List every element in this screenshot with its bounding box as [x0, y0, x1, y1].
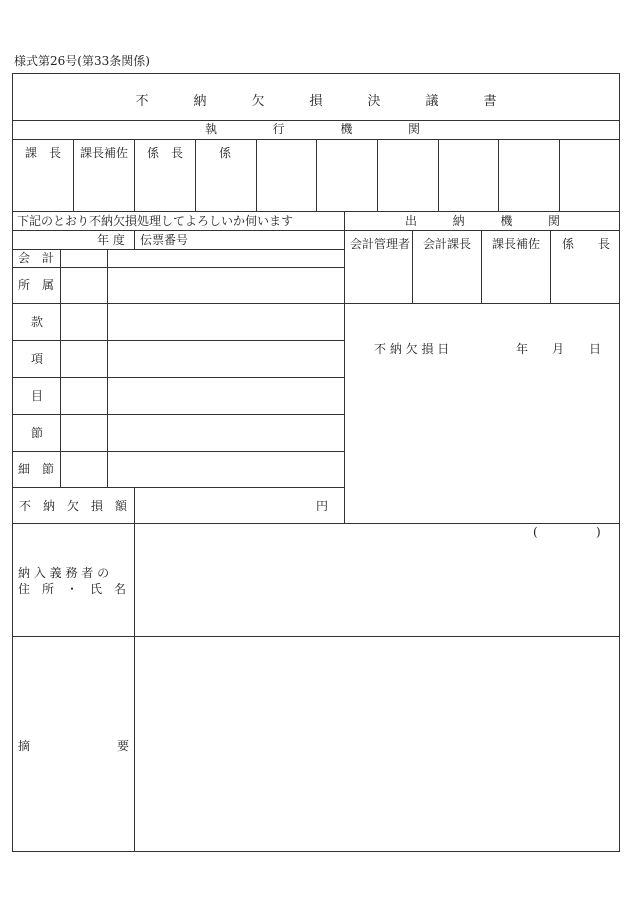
approver-deputy-chief: 課長補佐 — [80, 146, 129, 160]
approver-unit-chief: 係 長 — [147, 146, 184, 160]
rule — [12, 340, 344, 341]
rule — [438, 139, 439, 211]
heading-char: 機 — [500, 214, 513, 228]
setsu-label: 節 — [31, 426, 44, 440]
rule — [256, 139, 257, 211]
rule — [134, 230, 135, 249]
rule — [107, 249, 108, 487]
heading-char: 機 — [340, 122, 353, 136]
summary-label-left: 摘 — [18, 739, 31, 753]
rule — [12, 523, 620, 524]
paren-open: ( — [533, 525, 538, 539]
account-label: 会 計 — [18, 251, 55, 265]
voucher-number-label: 伝票番号 — [140, 233, 189, 247]
rule — [73, 139, 74, 211]
form-number: 様式第26号(第33条関係) — [14, 54, 150, 68]
approver-accounting-manager: 会計管理者 — [350, 237, 411, 251]
paren-close: ) — [596, 525, 601, 539]
approver-accounting-chief: 会計課長 — [423, 237, 472, 251]
rule — [12, 487, 344, 488]
kou-label: 項 — [31, 352, 44, 366]
department-label: 所 属 — [18, 278, 55, 292]
rule — [559, 139, 560, 211]
rule — [12, 211, 620, 212]
date-month-unit: 月 — [552, 342, 565, 356]
rule — [134, 487, 135, 852]
rule — [344, 211, 345, 523]
date-day-unit: 日 — [589, 342, 602, 356]
heading-char: 行 — [272, 122, 285, 136]
rule — [12, 377, 344, 378]
rule — [12, 267, 344, 268]
rule — [12, 303, 620, 304]
approver-staff: 係 — [219, 146, 232, 160]
obligor-label-line2: 住 所 ・ 氏 名 — [18, 582, 127, 596]
summary-label-right: 要 — [117, 739, 130, 753]
rule — [12, 414, 344, 415]
date-year-unit: 年 — [516, 342, 529, 356]
writeoff-amount-label: 不 納 欠 損 額 — [19, 499, 128, 513]
heading-char: 関 — [547, 214, 560, 228]
heading-char: 執 — [205, 122, 218, 136]
moku-label: 目 — [31, 389, 44, 403]
rule — [412, 230, 413, 303]
rule — [12, 230, 344, 231]
rule — [12, 120, 620, 121]
rule — [344, 230, 620, 231]
rule — [498, 139, 499, 211]
request-text: 下記のとおり不納欠損処理してよろしいか伺います — [17, 214, 294, 228]
rule — [12, 249, 344, 250]
approver-section-chief: 課 長 — [25, 146, 62, 160]
yen-unit: 円 — [316, 499, 329, 513]
rule — [195, 139, 196, 211]
fiscal-year-label: 年 度 — [97, 233, 125, 247]
rule — [377, 139, 378, 211]
saisetsu-label: 細 節 — [18, 462, 55, 476]
rule — [550, 230, 551, 303]
treasury-agency-heading — [405, 214, 560, 228]
rule — [481, 230, 482, 303]
form-title: 不納欠損決議書 — [135, 94, 542, 109]
heading-char: 関 — [407, 122, 420, 136]
approver-treasury-unit-chief: 係 長 — [562, 237, 611, 251]
rule — [60, 249, 61, 487]
executing-agency-heading — [205, 122, 420, 136]
heading-char: 納 — [452, 214, 465, 228]
rule — [316, 139, 317, 211]
obligor-label-line1: 納 入 義 務 者 の — [18, 566, 110, 580]
approver-treasury-deputy: 課長補佐 — [492, 237, 541, 251]
rule — [12, 451, 344, 452]
rule — [134, 139, 135, 211]
kan-label: 款 — [31, 315, 44, 329]
rule — [12, 636, 620, 637]
writeoff-date-label: 不 納 欠 損 日 — [374, 342, 450, 356]
heading-char: 出 — [405, 214, 418, 228]
